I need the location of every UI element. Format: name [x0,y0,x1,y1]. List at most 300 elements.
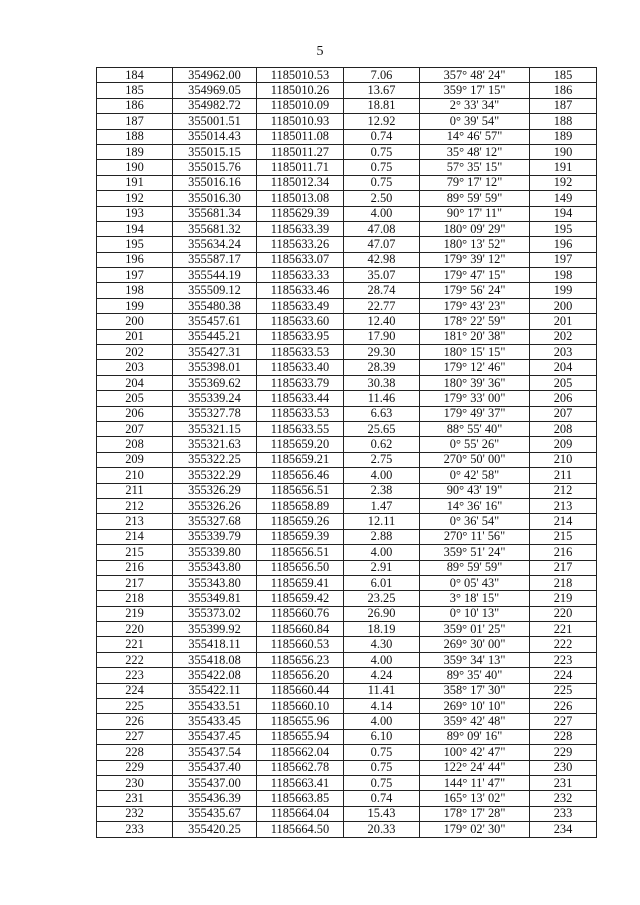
y-coordinate-cell: 1185633.44 [257,391,344,406]
distance-cell: 0.75 [344,144,420,159]
point-number-cell: 233 [97,822,173,837]
bearing-cell: 122° 24' 44" [420,760,530,775]
table-row [97,191,597,206]
next-point-cell: 225 [530,683,597,698]
distance-cell: 2.88 [344,529,420,544]
bearing-cell: 0° 39' 54" [420,114,530,129]
next-point-cell: 191 [530,160,597,175]
point-number-cell: 232 [97,806,173,821]
bearing-cell: 144° 11' 47" [420,775,530,790]
x-coordinate-cell: 355327.68 [173,514,257,529]
table-row [97,760,597,775]
next-point-cell: 226 [530,699,597,714]
bearing-cell: 100° 42' 47" [420,745,530,760]
next-point-cell: 231 [530,775,597,790]
distance-cell: 4.00 [344,468,420,483]
x-coordinate-cell: 355373.02 [173,606,257,621]
distance-cell: 17.90 [344,329,420,344]
point-number-cell: 214 [97,529,173,544]
y-coordinate-cell: 1185011.71 [257,160,344,175]
distance-cell: 18.81 [344,98,420,113]
bearing-cell: 89° 35' 40" [420,668,530,683]
point-number-cell: 219 [97,606,173,621]
next-point-cell: 205 [530,375,597,390]
next-point-cell: 192 [530,175,597,190]
point-number-cell: 209 [97,452,173,467]
point-number-cell: 211 [97,483,173,498]
table-row [97,668,597,683]
table-row [97,560,597,575]
x-coordinate-cell: 355016.16 [173,175,257,190]
bearing-cell: 270° 11' 56" [420,529,530,544]
y-coordinate-cell: 1185655.96 [257,714,344,729]
y-coordinate-cell: 1185656.50 [257,560,344,575]
table-row [97,298,597,313]
next-point-cell: 233 [530,806,597,821]
distance-cell: 6.63 [344,406,420,421]
distance-cell: 0.75 [344,175,420,190]
point-number-cell: 212 [97,498,173,513]
point-number-cell: 190 [97,160,173,175]
bearing-cell: 359° 42' 48" [420,714,530,729]
table-row [97,591,597,606]
distance-cell: 12.92 [344,114,420,129]
point-number-cell: 227 [97,729,173,744]
table-row [97,268,597,283]
distance-cell: 0.74 [344,791,420,806]
point-number-cell: 222 [97,652,173,667]
distance-cell: 11.46 [344,391,420,406]
x-coordinate-cell: 355322.29 [173,468,257,483]
next-point-cell: 234 [530,822,597,837]
table-row [97,529,597,544]
bearing-cell: 357° 48' 24" [420,68,530,83]
table-row [97,329,597,344]
point-number-cell: 197 [97,268,173,283]
x-coordinate-cell: 355015.15 [173,144,257,159]
x-coordinate-cell: 355437.40 [173,760,257,775]
x-coordinate-cell: 355634.24 [173,237,257,252]
y-coordinate-cell: 1185656.51 [257,545,344,560]
y-coordinate-cell: 1185658.89 [257,498,344,513]
table-row [97,221,597,236]
table-row [97,68,597,83]
y-coordinate-cell: 1185012.34 [257,175,344,190]
point-number-cell: 225 [97,699,173,714]
distance-cell: 47.08 [344,221,420,236]
distance-cell: 6.10 [344,729,420,744]
table-row [97,714,597,729]
distance-cell: 2.75 [344,452,420,467]
point-number-cell: 228 [97,745,173,760]
distance-cell: 4.14 [344,699,420,714]
bearing-cell: 0° 36' 54" [420,514,530,529]
bearing-cell: 269° 30' 00" [420,637,530,652]
x-coordinate-cell: 355326.29 [173,483,257,498]
next-point-cell: 213 [530,498,597,513]
bearing-cell: 14° 36' 16" [420,498,530,513]
table-row [97,252,597,267]
y-coordinate-cell: 1185633.79 [257,375,344,390]
y-coordinate-cell: 1185633.49 [257,298,344,313]
x-coordinate-cell: 355349.81 [173,591,257,606]
next-point-cell: 208 [530,421,597,436]
distance-cell: 0.75 [344,160,420,175]
x-coordinate-cell: 355436.39 [173,791,257,806]
next-point-cell: 215 [530,529,597,544]
bearing-cell: 179° 56' 24" [420,283,530,298]
table-row [97,237,597,252]
y-coordinate-cell: 1185633.33 [257,268,344,283]
coordinates-table-body [97,68,597,838]
x-coordinate-cell: 355420.25 [173,822,257,837]
point-number-cell: 187 [97,114,173,129]
next-point-cell: 185 [530,68,597,83]
y-coordinate-cell: 1185010.26 [257,83,344,98]
bearing-cell: 180° 39' 36" [420,375,530,390]
x-coordinate-cell: 355369.62 [173,375,257,390]
distance-cell: 12.40 [344,314,420,329]
x-coordinate-cell: 355418.08 [173,652,257,667]
table-row [97,483,597,498]
table-row [97,806,597,821]
table-row [97,144,597,159]
y-coordinate-cell: 1185655.94 [257,729,344,744]
next-point-cell: 211 [530,468,597,483]
table-row [97,206,597,221]
table-row [97,514,597,529]
distance-cell: 6.01 [344,575,420,590]
bearing-cell: 358° 17' 30" [420,683,530,698]
x-coordinate-cell: 355509.12 [173,283,257,298]
bearing-cell: 57° 35' 15" [420,160,530,175]
next-point-cell: 217 [530,560,597,575]
table-row [97,622,597,637]
distance-cell: 4.00 [344,545,420,560]
y-coordinate-cell: 1185663.85 [257,791,344,806]
bearing-cell: 270° 50' 00" [420,452,530,467]
bearing-cell: 89° 09' 16" [420,729,530,744]
x-coordinate-cell: 355399.92 [173,622,257,637]
y-coordinate-cell: 1185660.84 [257,622,344,637]
next-point-cell: 149 [530,191,597,206]
distance-cell: 23.25 [344,591,420,606]
table-row [97,729,597,744]
table-row [97,791,597,806]
distance-cell: 4.00 [344,652,420,667]
bearing-cell: 179° 33' 00" [420,391,530,406]
point-number-cell: 199 [97,298,173,313]
y-coordinate-cell: 1185659.41 [257,575,344,590]
y-coordinate-cell: 1185664.04 [257,806,344,821]
distance-cell: 20.33 [344,822,420,837]
x-coordinate-cell: 355321.63 [173,437,257,452]
x-coordinate-cell: 355322.25 [173,452,257,467]
table-row [97,314,597,329]
bearing-cell: 14° 46' 57" [420,129,530,144]
next-point-cell: 222 [530,637,597,652]
next-point-cell: 197 [530,252,597,267]
y-coordinate-cell: 1185660.53 [257,637,344,652]
point-number-cell: 184 [97,68,173,83]
distance-cell: 2.91 [344,560,420,575]
x-coordinate-cell: 355437.00 [173,775,257,790]
next-point-cell: 199 [530,283,597,298]
next-point-cell: 228 [530,729,597,744]
distance-cell: 4.24 [344,668,420,683]
distance-cell: 35.07 [344,268,420,283]
x-coordinate-cell: 355433.45 [173,714,257,729]
point-number-cell: 224 [97,683,173,698]
next-point-cell: 212 [530,483,597,498]
distance-cell: 2.38 [344,483,420,498]
y-coordinate-cell: 1185011.08 [257,129,344,144]
point-number-cell: 223 [97,668,173,683]
y-coordinate-cell: 1185656.51 [257,483,344,498]
next-point-cell: 198 [530,268,597,283]
x-coordinate-cell: 355326.26 [173,498,257,513]
bearing-cell: 180° 09' 29" [420,221,530,236]
table-row [97,360,597,375]
point-number-cell: 220 [97,622,173,637]
bearing-cell: 35° 48' 12" [420,144,530,159]
x-coordinate-cell: 355016.30 [173,191,257,206]
point-number-cell: 207 [97,421,173,436]
y-coordinate-cell: 1185660.10 [257,699,344,714]
distance-cell: 42.98 [344,252,420,267]
bearing-cell: 0° 10' 13" [420,606,530,621]
point-number-cell: 204 [97,375,173,390]
distance-cell: 7.06 [344,68,420,83]
bearing-cell: 179° 39' 12" [420,252,530,267]
next-point-cell: 201 [530,314,597,329]
y-coordinate-cell: 1185011.27 [257,144,344,159]
point-number-cell: 192 [97,191,173,206]
next-point-cell: 219 [530,591,597,606]
y-coordinate-cell: 1185659.26 [257,514,344,529]
x-coordinate-cell: 355339.80 [173,545,257,560]
point-number-cell: 201 [97,329,173,344]
table-row [97,652,597,667]
bearing-cell: 180° 13' 52" [420,237,530,252]
x-coordinate-cell: 354982.72 [173,98,257,113]
table-row [97,375,597,390]
table-row [97,498,597,513]
table-row [97,175,597,190]
x-coordinate-cell: 355339.79 [173,529,257,544]
x-coordinate-cell: 355544.19 [173,268,257,283]
x-coordinate-cell: 355015.76 [173,160,257,175]
x-coordinate-cell: 355480.38 [173,298,257,313]
y-coordinate-cell: 1185660.44 [257,683,344,698]
distance-cell: 13.67 [344,83,420,98]
table-row [97,421,597,436]
next-point-cell: 200 [530,298,597,313]
point-number-cell: 191 [97,175,173,190]
next-point-cell: 207 [530,406,597,421]
bearing-cell: 359° 51' 24" [420,545,530,560]
bearing-cell: 89° 59' 59" [420,191,530,206]
next-point-cell: 206 [530,391,597,406]
next-point-cell: 218 [530,575,597,590]
table-row [97,391,597,406]
bearing-cell: 179° 02' 30" [420,822,530,837]
next-point-cell: 195 [530,221,597,236]
bearing-cell: 181° 20' 38" [420,329,530,344]
bearing-cell: 2° 33' 34" [420,98,530,113]
table-row [97,606,597,621]
next-point-cell: 190 [530,144,597,159]
point-number-cell: 194 [97,221,173,236]
bearing-cell: 179° 47' 15" [420,268,530,283]
point-number-cell: 189 [97,144,173,159]
x-coordinate-cell: 355422.11 [173,683,257,698]
table-row [97,745,597,760]
y-coordinate-cell: 1185659.39 [257,529,344,544]
y-coordinate-cell: 1185663.41 [257,775,344,790]
bearing-cell: 0° 42' 58" [420,468,530,483]
x-coordinate-cell: 355343.80 [173,560,257,575]
table-row [97,437,597,452]
distance-cell: 18.19 [344,622,420,637]
distance-cell: 28.39 [344,360,420,375]
bearing-cell: 269° 10' 10" [420,699,530,714]
table-row [97,775,597,790]
distance-cell: 30.38 [344,375,420,390]
bearing-cell: 179° 12' 46" [420,360,530,375]
x-coordinate-cell: 354969.05 [173,83,257,98]
y-coordinate-cell: 1185662.78 [257,760,344,775]
table-row [97,468,597,483]
y-coordinate-cell: 1185633.07 [257,252,344,267]
point-number-cell: 196 [97,252,173,267]
bearing-cell: 359° 17' 15" [420,83,530,98]
table-row [97,822,597,837]
y-coordinate-cell: 1185633.26 [257,237,344,252]
next-point-cell: 214 [530,514,597,529]
point-number-cell: 206 [97,406,173,421]
bearing-cell: 178° 17' 28" [420,806,530,821]
x-coordinate-cell: 355339.24 [173,391,257,406]
x-coordinate-cell: 355433.51 [173,699,257,714]
table-row [97,160,597,175]
distance-cell: 25.65 [344,421,420,436]
y-coordinate-cell: 1185664.50 [257,822,344,837]
point-number-cell: 208 [97,437,173,452]
x-coordinate-cell: 355014.43 [173,129,257,144]
point-number-cell: 185 [97,83,173,98]
y-coordinate-cell: 1185659.20 [257,437,344,452]
x-coordinate-cell: 355427.31 [173,345,257,360]
bearing-cell: 88° 55' 40" [420,421,530,436]
x-coordinate-cell: 355681.34 [173,206,257,221]
table-row [97,345,597,360]
y-coordinate-cell: 1185633.53 [257,406,344,421]
next-point-cell: 224 [530,668,597,683]
bearing-cell: 179° 43' 23" [420,298,530,313]
point-number-cell: 229 [97,760,173,775]
table-row [97,98,597,113]
distance-cell: 47.07 [344,237,420,252]
table-row [97,406,597,421]
point-number-cell: 205 [97,391,173,406]
point-number-cell: 230 [97,775,173,790]
x-coordinate-cell: 355001.51 [173,114,257,129]
x-coordinate-cell: 355587.17 [173,252,257,267]
y-coordinate-cell: 1185633.46 [257,283,344,298]
y-coordinate-cell: 1185633.53 [257,345,344,360]
y-coordinate-cell: 1185662.04 [257,745,344,760]
next-point-cell: 232 [530,791,597,806]
distance-cell: 0.62 [344,437,420,452]
y-coordinate-cell: 1185633.95 [257,329,344,344]
distance-cell: 0.75 [344,745,420,760]
point-number-cell: 198 [97,283,173,298]
table-row [97,452,597,467]
bearing-cell: 359° 34' 13" [420,652,530,667]
table-row [97,545,597,560]
point-number-cell: 203 [97,360,173,375]
next-point-cell: 187 [530,98,597,113]
x-coordinate-cell: 355437.54 [173,745,257,760]
x-coordinate-cell: 355457.61 [173,314,257,329]
point-number-cell: 216 [97,560,173,575]
bearing-cell: 89° 59' 59" [420,560,530,575]
distance-cell: 4.00 [344,206,420,221]
point-number-cell: 213 [97,514,173,529]
point-number-cell: 188 [97,129,173,144]
y-coordinate-cell: 1185010.93 [257,114,344,129]
next-point-cell: 203 [530,345,597,360]
point-number-cell: 202 [97,345,173,360]
next-point-cell: 210 [530,452,597,467]
next-point-cell: 216 [530,545,597,560]
table-row [97,699,597,714]
page-number: 5 [316,44,324,59]
distance-cell: 12.11 [344,514,420,529]
table-row [97,683,597,698]
bearing-cell: 180° 15' 15" [420,345,530,360]
y-coordinate-cell: 1185629.39 [257,206,344,221]
table-row [97,114,597,129]
x-coordinate-cell: 355418.11 [173,637,257,652]
point-number-cell: 193 [97,206,173,221]
y-coordinate-cell: 1185010.09 [257,98,344,113]
point-number-cell: 217 [97,575,173,590]
distance-cell: 0.74 [344,129,420,144]
point-number-cell: 226 [97,714,173,729]
next-point-cell: 204 [530,360,597,375]
distance-cell: 22.77 [344,298,420,313]
next-point-cell: 188 [530,114,597,129]
distance-cell: 11.41 [344,683,420,698]
y-coordinate-cell: 1185659.21 [257,452,344,467]
next-point-cell: 196 [530,237,597,252]
distance-cell: 4.30 [344,637,420,652]
table-row [97,283,597,298]
next-point-cell: 209 [530,437,597,452]
y-coordinate-cell: 1185659.42 [257,591,344,606]
x-coordinate-cell: 355327.78 [173,406,257,421]
distance-cell: 26.90 [344,606,420,621]
x-coordinate-cell: 355445.21 [173,329,257,344]
next-point-cell: 220 [530,606,597,621]
point-number-cell: 221 [97,637,173,652]
y-coordinate-cell: 1185633.55 [257,421,344,436]
x-coordinate-cell: 355398.01 [173,360,257,375]
next-point-cell: 202 [530,329,597,344]
point-number-cell: 210 [97,468,173,483]
